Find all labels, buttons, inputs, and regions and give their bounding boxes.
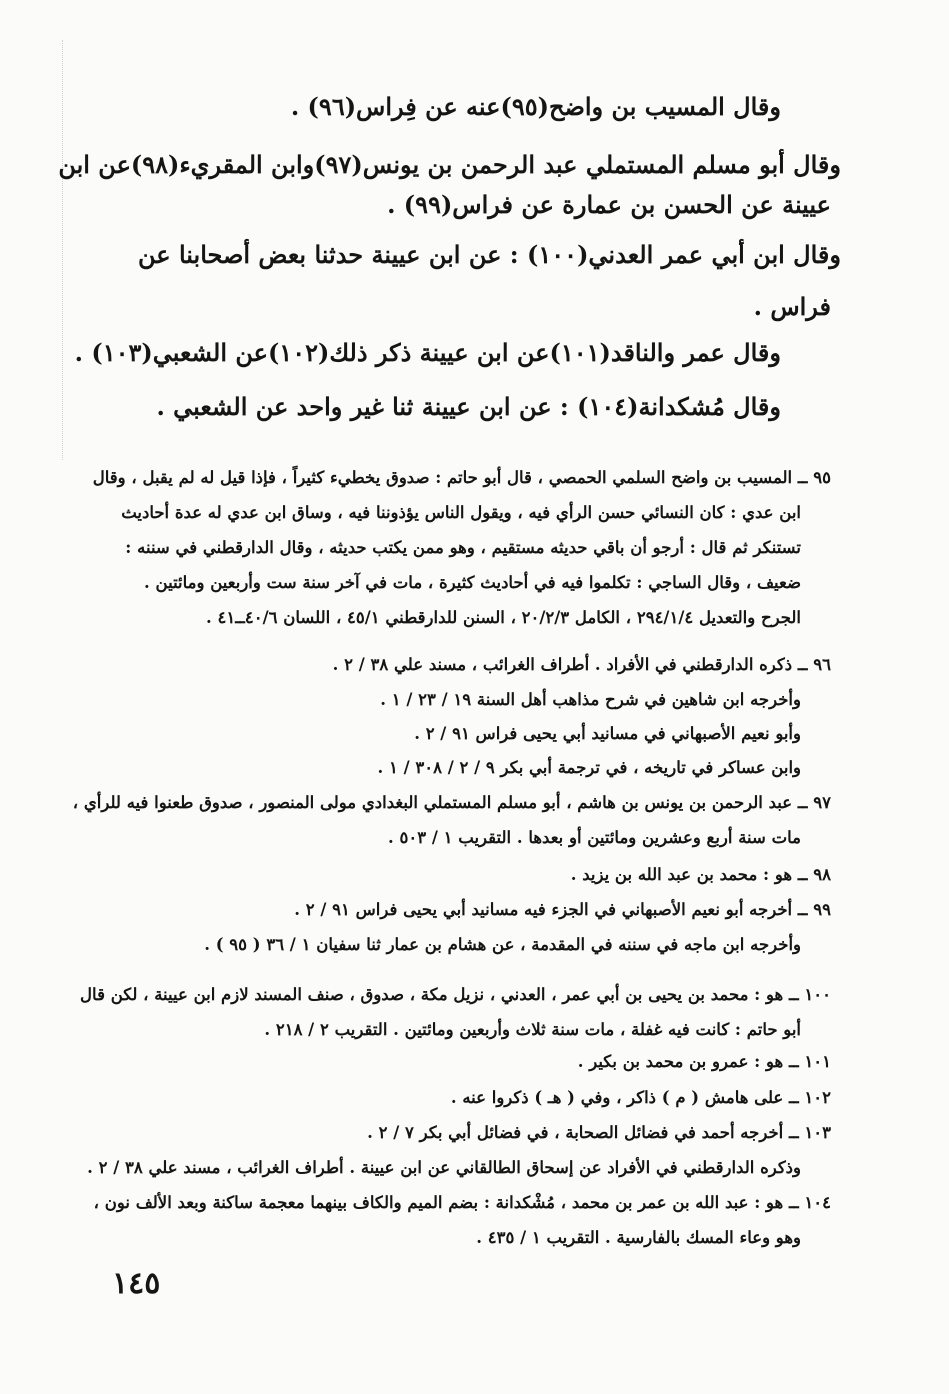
footnote-95-line-4: ضعيف ، وقال الساجي : تكلموا فيه في أحاديث كثيرة ، مات في آخر سنة ست وأربعين ومائتين . bbox=[144, 573, 801, 592]
main-text-line-6: وقال عمر والناقد(١٠١)عن ابن عيينة ذكر ذلك(١٠٢)عن الشعبي(١٠٣) . bbox=[74, 338, 781, 367]
footnote-102-line-1: ١٠٢ ــ على هامش ( م ) ذاكر ، وفي ( هـ ) ذكروا عنه . bbox=[450, 1088, 831, 1107]
footnote-100-line-1: ١٠٠ ــ هو : محمد بن يحيى بن أبي عمر ، العدني ، نزيل مكة ، صدوق ، صنف المسند لازم ابن عيينة ، لكن قال bbox=[80, 985, 831, 1004]
main-text-line-7: وقال مُشكدانة(١٠٤) : عن ابن عيينة ثنا غير واحد عن الشعبي . bbox=[156, 392, 781, 421]
main-text-line-2: وقال أبو مسلم المستملي عبد الرحمن بن يونس(٩٧)وابن المقريء(٩٨)عن ابن bbox=[58, 150, 841, 179]
footnote-100-line-2: أبو حاتم : كانت فيه غفلة ، مات سنة ثلاث وأربعين ومائتين . التقريب ٢ / ٢١٨ . bbox=[264, 1020, 801, 1039]
footnote-101-line-1: ١٠١ ــ هو : عمرو بن محمد بن بكير . bbox=[577, 1052, 831, 1071]
footnote-98-line-1: ٩٨ ــ هو : محمد بن عبد الله بن يزيد . bbox=[570, 865, 831, 884]
footnote-103-line-2: وذكره الدارقطني في الأفراد عن إسحاق الطالقاني عن ابن عيينة . أطراف الغرائب ، مسند علي ٣٨ / ٢ . bbox=[87, 1158, 801, 1177]
footnote-95-line-5: الجرح والتعديل ٢٩٤/١/٤ ، الكامل ٢٠/٢/٣ ، السنن للدارقطني ٤٥/١ ، اللسان ٤٠/٦ــ٤١ . bbox=[205, 608, 801, 627]
footnote-96-line-4: وابن عساكر في تاريخه ، في ترجمة أبي بكر ٩ / ٢ / ٣٠٨ / ١ . bbox=[377, 758, 801, 777]
footnote-96-line-2: وأخرجه ابن شاهين في شرح مذاهب أهل السنة ١٩ / ٢٣ / ١ . bbox=[380, 690, 801, 709]
main-text-line-4: وقال ابن أبي عمر العدني(١٠٠) : عن ابن عيينة حدثنا بعض أصحابنا عن bbox=[138, 240, 841, 269]
main-text-line-1: وقال المسيب بن واضح(٩٥)عنه عن فِراس(٩٦) . bbox=[290, 92, 781, 121]
footnote-96-line-3: وأبو نعيم الأصبهاني في مسانيد أبي يحيى فراس ٩١ / ٢ . bbox=[414, 724, 801, 743]
footnote-99-line-2: وأخرجه ابن ماجه في سننه في المقدمة ، عن هشام بن عمار ثنا سفيان ١ / ٣٦ ( ٩٥ ) . bbox=[204, 935, 801, 954]
main-text-line-5: فراس . bbox=[753, 292, 831, 321]
margin-rule bbox=[62, 40, 63, 460]
footnote-104-line-1: ١٠٤ ــ هو : عبد الله بن عمر بن محمد ، مُشْكدانة : بضم الميم والكاف بينهما معجمة ساكنة وبعد الألف نون ، bbox=[93, 1193, 831, 1212]
page-number: ١٤٥ bbox=[112, 1266, 161, 1301]
footnote-95-line-3: تستنكر ثم قال : أرجو أن باقي حديثه مستقيم ، وهو ممن يكتب حديثه ، وقال الدارقطني في سننه : bbox=[125, 538, 801, 557]
footnote-103-line-1: ١٠٣ ــ أخرجه أحمد في فضائل الصحابة ، في فضائل أبي بكر ٧ / ٢ . bbox=[367, 1123, 831, 1142]
main-text-line-3: عيينة عن الحسن بن عمارة عن فراس(٩٩) . bbox=[387, 190, 831, 219]
footnote-95-line-2: ابن عدي : كان النسائي حسن الرأي فيه ، ويقول الناس يؤذوننا فيه ، وساق ابن عدي له عدة أحاديث bbox=[121, 503, 801, 522]
footnote-104-line-2: وهو وعاء المسك بالفارسية . التقريب ١ / ٤٣٥ . bbox=[476, 1228, 801, 1247]
footnote-99-line-1: ٩٩ ــ أخرجه أبو نعيم الأصبهاني في الجزء فيه مسانيد أبي يحيى فراس ٩١ / ٢ . bbox=[294, 900, 831, 919]
footnote-96-line-1: ٩٦ ــ ذكره الدارقطني في الأفراد . أطراف الغرائب ، مسند علي ٣٨ / ٢ . bbox=[332, 655, 831, 674]
footnote-97-line-2: مات سنة أربع وعشرين ومائتين أو بعدها . التقريب ١ / ٥٠٣ . bbox=[388, 828, 801, 847]
footnote-97-line-1: ٩٧ ــ عبد الرحمن بن يونس بن هاشم ، أبو مسلم المستملي البغدادي مولى المنصور ، صدوق طعنوا فيه للرأي ، bbox=[72, 793, 831, 812]
footnote-95-line-1: ٩٥ ــ المسيب بن واضح السلمي الحمصي ، قال أبو حاتم : صدوق يخطيء كثيراً ، فإذا قيل له لم يقبل ، وقال bbox=[92, 468, 831, 487]
